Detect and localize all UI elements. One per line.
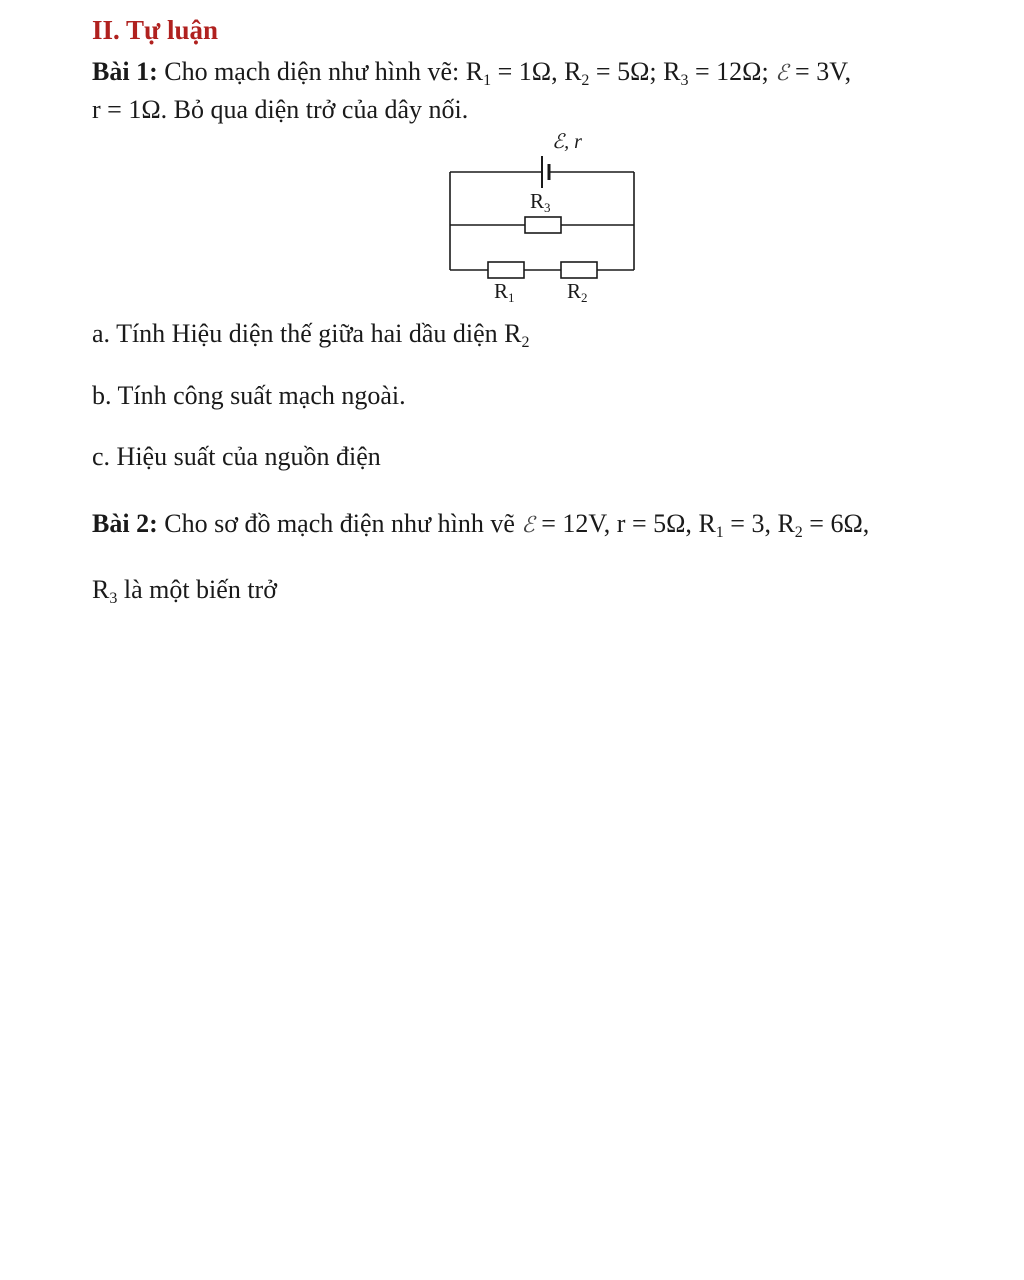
emf-symbol: ℰ	[775, 61, 789, 86]
question-a	[92, 318, 530, 350]
bai2-statement-line1	[92, 508, 869, 542]
r1-label-sub: 1	[508, 290, 515, 305]
bai2-statement-line2	[92, 574, 277, 606]
r3-label	[530, 189, 551, 215]
bai2-r3-subscript: 3	[109, 590, 118, 607]
r2-value: = 5Ω;	[589, 57, 664, 86]
bai2-r3-desc: là một biến trở	[117, 575, 277, 604]
bai2-r3-symbol: R	[92, 575, 110, 604]
section-heading: II. Tự luận	[92, 15, 219, 45]
bai1-statement-line1	[92, 56, 851, 90]
r3-symbol: R	[663, 57, 681, 86]
resistor-r3	[525, 217, 561, 233]
r1-symbol: R	[465, 57, 484, 86]
question-b: b. Tính công suất mạch ngoài.	[92, 381, 406, 410]
r2-label-sub: 2	[581, 290, 588, 305]
bai2-r1-subscript: 1	[715, 524, 724, 541]
resistor-r1	[488, 262, 524, 278]
source-label: ℰ, r	[552, 131, 582, 153]
question-a-subscript: 2	[521, 334, 530, 351]
r2-label-letter: R	[567, 279, 582, 303]
r1-label-letter: R	[494, 279, 509, 303]
bai2-r2-symbol: R	[777, 509, 795, 538]
bai2-intro: Cho sơ đồ mạch điện như hình vẽ	[157, 509, 522, 538]
bai2-emf-value: = 12V, r = 5Ω,	[534, 509, 699, 538]
r1-label	[494, 279, 515, 305]
r2-subscript: 2	[581, 72, 590, 89]
question-c: c. Hiệu suất của nguồn điện	[92, 442, 381, 471]
r1-value: = 1Ω,	[491, 57, 565, 86]
r3-label-sub: 3	[544, 200, 551, 215]
bai1-intro: Cho mạch diện như hình vẽ:	[164, 57, 466, 86]
r1-subscript: 1	[483, 72, 492, 89]
bai2-r1-value: = 3,	[723, 509, 778, 538]
r2-label	[567, 279, 588, 305]
bai2-r2-value: = 6Ω,	[802, 509, 870, 538]
resistor-r2	[561, 262, 597, 278]
bai2-label: Bài 2:	[92, 509, 158, 538]
r3-subscript: 3	[680, 72, 689, 89]
bai1-statement-line2: r = 1Ω. Bỏ qua diện trở của dây nối.	[92, 95, 469, 124]
bai2-emf-symbol: ℰ	[521, 513, 535, 538]
bai2-r2-subscript: 2	[794, 524, 803, 541]
bai2-r1-symbol: R	[698, 509, 716, 538]
r3-value: = 12Ω;	[688, 57, 776, 86]
bai1-label: Bài 1:	[92, 57, 158, 86]
emf-value: = 3V,	[788, 57, 852, 86]
r2-symbol: R	[564, 57, 582, 86]
circuit-diagram	[440, 128, 650, 308]
r3-label-letter: R	[530, 189, 545, 213]
question-a-text: a. Tính Hiệu diện thế giữa hai dầu diện R	[92, 319, 522, 348]
